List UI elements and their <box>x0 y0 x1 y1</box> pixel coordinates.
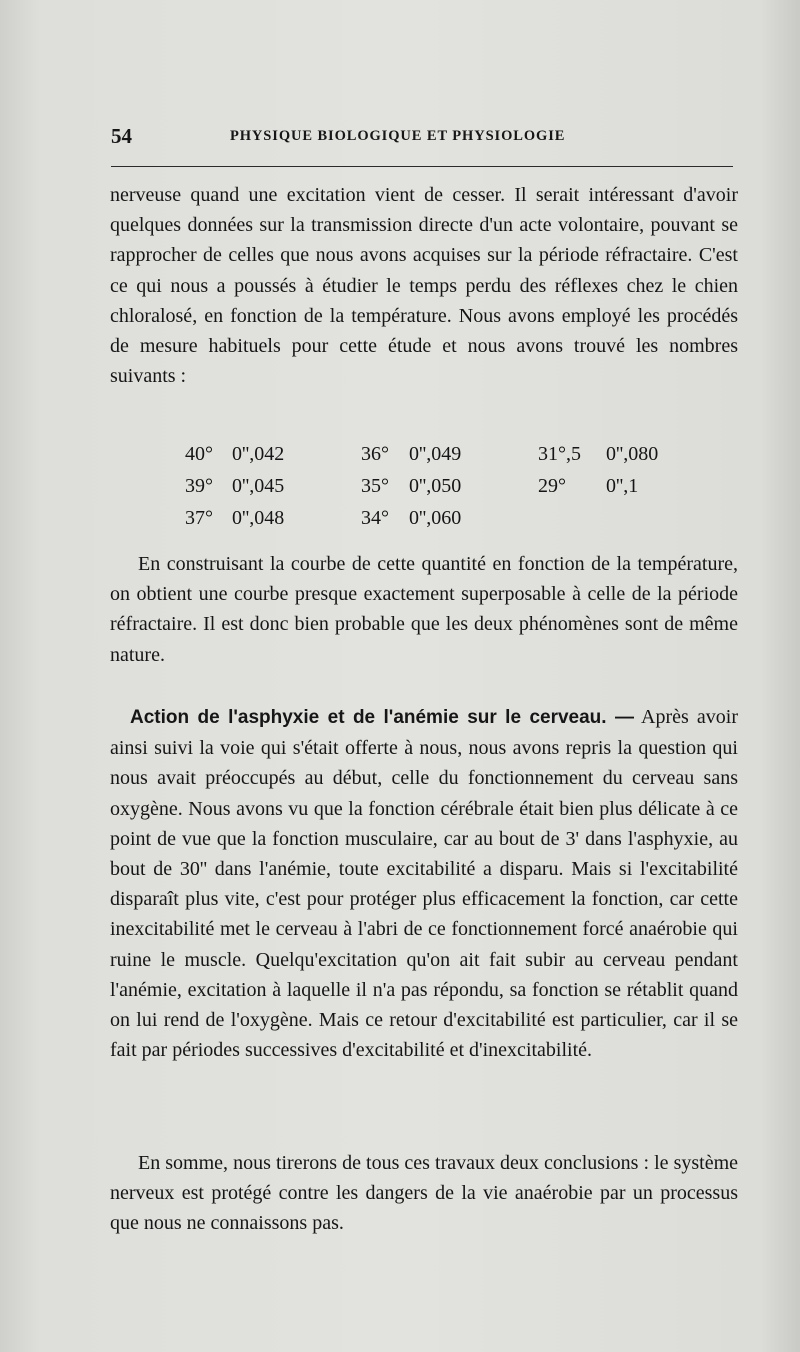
time-cell: 0'',060 <box>409 507 462 529</box>
running-title: PHYSIQUE BIOLOGIQUE ET PHYSIOLOGIE <box>230 128 566 144</box>
time-cell: 0'',045 <box>232 475 285 497</box>
section-text: Après avoir ainsi suivi la voie qui s'était offerte à nous, nous avons repris la question qui nous avait préoccupés au début, celle du fonctionnement du cerveau sans oxygène. Nous avons vu que la fonction cérébrale était bien plus délicate à ce point de vue que la fonction musculaire, car au bout de 3' dans l'asphyxie, au bout de 30'' dans l'anémie, toute excitabilité a disparu. Mais si l'excitabilité disparaît plus vite, c'est pour protéger plus efficacement la fonction, car cette inexcitabilité met le cerveau à l'abri de ce fonctionnement forcé anaérobie qui ruine le muscle. Quelqu'excitation qu'on ait fait subir au cerveau pendant l'anémie, excitation à laquelle il n'a pas répondu, sa fonction se rétablit quand on lui rend de l'oxygène. Mais ce retour d'excitabilité est particulier, car il se fait par périodes successives d'excitabilité et d'inexcitabilité. <box>110 706 738 1062</box>
temperature-cell: 29° <box>538 475 566 497</box>
time-cell: 0'',048 <box>232 507 285 529</box>
paragraph-2: En construisant la courbe de cette quantité en fonction de la température, on obtient une courbe presque exactement superposable à celle de la période réfractaire. Il est donc bien probable que les deux phénomènes sont de même nature. <box>110 553 738 666</box>
time-cell: 0'',080 <box>606 443 659 465</box>
paragraph-conclusion: En somme, nous tirerons de tous ces travaux deux conclusions : le système nerveux est protégé contre les dangers de la vie anaérobie par un processus que nous ne connaissons pas. <box>110 1152 738 1235</box>
temperature-cell: 36° <box>361 443 389 465</box>
time-cell: 0'',050 <box>409 475 462 497</box>
time-cell: 0'',049 <box>409 443 462 465</box>
time-cell: 0'',042 <box>232 443 285 465</box>
header-rule <box>111 166 733 167</box>
temperature-cell: 37° <box>185 507 213 529</box>
temperature-cell: 40° <box>185 443 213 465</box>
page-number: 54 <box>111 124 132 148</box>
paragraph-1: nerveuse quand une excitation vient de cesser. Il serait intéressant d'avoir quelques données sur la transmission directe d'un acte volontaire, pouvant se rapprocher de celles que nous avons acquises sur la période réfractaire. C'est ce qui nous a poussés à étudier le temps perdu des réflexes chez le chien chloralosé, en fonction de la température. Nous avons employé les procédés de mesure habituels pour cette étude et nous avons trouvé les nombres suivants : <box>110 184 738 388</box>
temperature-cell: 34° <box>361 507 389 529</box>
measurement-table <box>0 443 800 538</box>
temperature-cell: 35° <box>361 475 389 497</box>
section-paragraph <box>110 702 738 1065</box>
time-cell: 0'',1 <box>606 475 639 497</box>
temperature-cell: 39° <box>185 475 213 497</box>
running-head <box>111 124 733 154</box>
section-title: Action de l'asphyxie et de l'anémie sur le cerveau. — <box>130 707 634 728</box>
temperature-cell: 31°,5 <box>538 443 581 465</box>
